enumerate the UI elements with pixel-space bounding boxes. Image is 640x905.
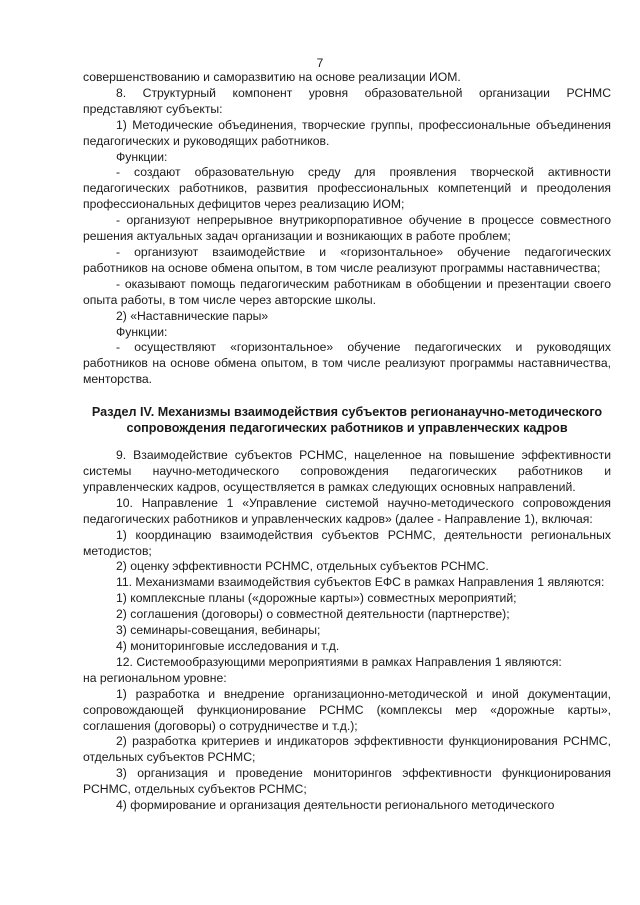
list-item: - создают образовательную среду для проявления творческой активности педагогических работников, развития профессиональных компетенций и преодоления профессиональных дефицитов через реализацию ИОМ; [83,165,611,212]
list-item: 1) координацию взаимодействия субъектов РСНМС, деятельности региональных методистов; [83,527,611,558]
list-item: 1) разработка и внедрение организационно-методической и иной документации, сопровождающей функционирование РСНМС (комплексы мер «дорожные карты», соглашения (договоры) о сотрудничестве и т.д.); [83,686,611,733]
paragraph: 10. Направление 1 «Управление системой научно-методического сопровождения педагогических работников и управленческих кадров» (далее - Направление 1), включая: [83,495,611,526]
list-item: 2) соглашения (договоры) о совместной деятельности (партнерстве); [116,607,510,622]
list-item: 1) комплексные планы («дорожные карты») совместных мероприятий; [116,591,517,606]
paragraph: 11. Механизмами взаимодействия субъектов ЕФС в рамках Направления 1 являются: [116,575,605,590]
list-item: - осуществляют «горизонтальное» обучение педагогических и руководящих работников на основе обмена опытом, в том числе реализуют программы наставничества, менторства. [83,340,611,387]
list-item: 2) оценку эффективности РСНМС, отдельных субъектов РСНМС. [116,559,489,574]
paragraph: Функции: [116,149,168,164]
list-item: 3) семинары-совещания, вебинары; [116,623,321,638]
list-item: 2) «Наставнические пары» [116,308,269,323]
list-item: 4) мониторинговые исследования и т.д. [116,639,340,653]
paragraph: 9. Взаимодействие субъектов РСНМС, нацеленное на повышение эффективности системы научно-методического сопровождения педагогических работников и управленческих кадров, осуществляется в рамках следующих основных направлений. [83,448,611,494]
list-item: 4) формирование и организация деятельности регионального методического [116,798,555,813]
paragraph: 8. Структурный компонент уровня образовательной организации РСНМС представляют субъекты: [83,85,611,116]
paragraph: на региональном уровне: [83,670,227,685]
paragraph: совершенствованию и саморазвитию на основе реализации ИОМ. [83,70,461,84]
list-item: 2) разработка критериев и индикаторов эффективности функционирования РСНМС, отдельных субъектов РСНМС; [83,734,611,765]
list-item: - оказывают помощь педагогическим работникам в обобщении и презентации своего опыта работы, в том числе через авторские школы. [83,276,611,307]
list-item: 3) организация и проведение мониторингов эффективности функционирования РСНМС, отдельных субъектов РСНМС; [83,766,611,797]
paragraph: 12. Системообразующими мероприятиями в рамках Направления 1 являются: [116,654,562,669]
section-heading: Раздел IV. Механизмы взаимодействия субъектов регионанаучно-методического сопровождения педагогических работников и управленческих кадров [91,405,603,436]
list-item: - организуют взаимодействие и «горизонтальное» обучение педагогических работников на основе обмена опытом, в том числе реализуют программы наставничества; [83,244,611,275]
paragraph: Функции: [116,324,168,339]
list-item: 1) Методические объединения, творческие группы, профессиональные объединения педагогических и руководящих работников. [83,117,611,148]
page-number: 7 [316,56,324,70]
list-item: - организуют непрерывное внутрикорпоративное обучение в процессе совместного решения актуальных задач организации и возникающих в работе проблем; [83,213,611,244]
document-body [83,70,611,814]
